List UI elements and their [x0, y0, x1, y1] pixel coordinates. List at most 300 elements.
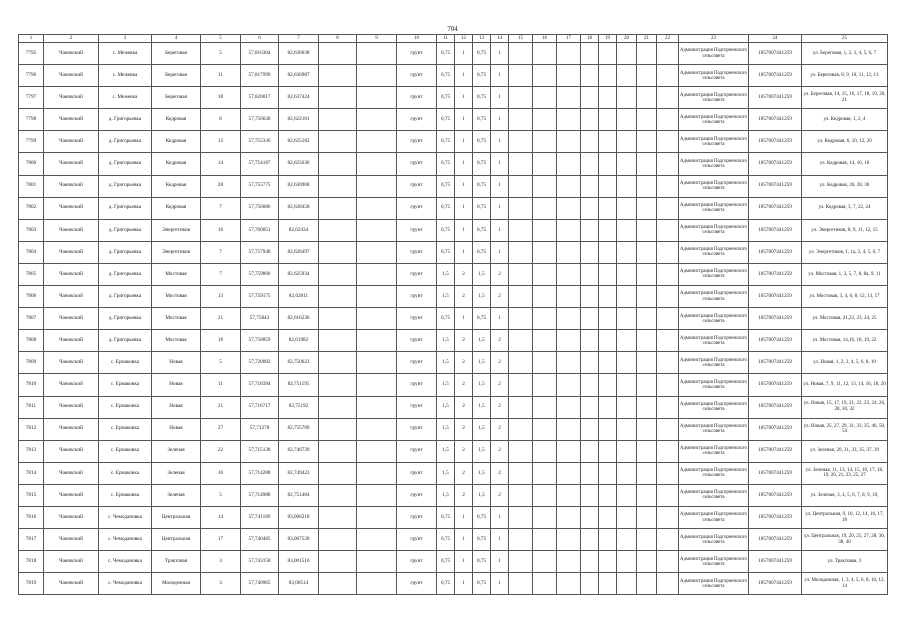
column-header: 17 [557, 35, 581, 43]
table-cell [357, 462, 397, 484]
table-cell: Администрация Подгорненского сельсовета [679, 396, 749, 418]
table-cell: 0,75 [437, 308, 455, 330]
table-cell [617, 263, 637, 285]
column-header: 13 [473, 35, 491, 43]
table-cell [657, 484, 679, 506]
table-cell: 5 [201, 352, 241, 374]
table-cell: 57,756086 [241, 197, 279, 219]
table-cell: 82,637424 [279, 87, 319, 109]
table-cell [637, 175, 657, 197]
table-cell: 2 [491, 484, 509, 506]
table-cell [581, 153, 599, 175]
table-cell: 1057007441259 [749, 484, 802, 506]
table-cell [319, 263, 357, 285]
table-row [19, 131, 888, 153]
table-cell: 82,751195 [279, 374, 319, 396]
table-cell [637, 573, 657, 595]
table-cell: 7799 [19, 131, 44, 153]
table-cell [533, 352, 557, 374]
table-cell: ул. Кедровая, 26, 28, 30 [802, 175, 888, 197]
table-cell: Чановский [44, 65, 99, 87]
table-cell: 0,75 [473, 506, 491, 528]
table-cell: Кедровая [152, 175, 201, 197]
table-cell: 1 [455, 197, 473, 219]
table-cell [581, 175, 599, 197]
table-cell [533, 65, 557, 87]
table-cell: грунт [397, 263, 437, 285]
table-cell [509, 219, 533, 241]
table-cell [617, 330, 637, 352]
table-cell: 14 [201, 153, 241, 175]
table-cell [599, 462, 617, 484]
column-header: 1 [19, 35, 44, 43]
table-cell [357, 263, 397, 285]
table-cell: 0,75 [473, 529, 491, 551]
table-cell: 57,714988 [241, 484, 279, 506]
table-cell: 82,625636 [279, 153, 319, 175]
table-cell: 1,5 [473, 440, 491, 462]
table-cell: 1057007441259 [749, 352, 802, 374]
table-cell: 7796 [19, 65, 44, 87]
table-cell [557, 529, 581, 551]
table-cell: 1057007441259 [749, 308, 802, 330]
table-cell: 1 [455, 87, 473, 109]
table-cell [657, 396, 679, 418]
table-cell [509, 175, 533, 197]
table-cell [319, 462, 357, 484]
table-cell: 21 [201, 396, 241, 418]
table-cell: грунт [397, 551, 437, 573]
table-cell: 2 [455, 396, 473, 418]
table-cell: 2 [491, 263, 509, 285]
table-cell [599, 263, 617, 285]
table-cell: Чановский [44, 330, 99, 352]
table-cell: 57,718394 [241, 374, 279, 396]
table-cell [319, 374, 357, 396]
table-cell: 57,760051 [241, 219, 279, 241]
table-cell: Чановский [44, 153, 99, 175]
table-cell [557, 219, 581, 241]
table-cell: 0,75 [437, 219, 455, 241]
table-cell [657, 175, 679, 197]
table-cell: Чановский [44, 462, 99, 484]
table-cell: 13 [201, 286, 241, 308]
table-cell: 1 [491, 197, 509, 219]
table-cell [357, 219, 397, 241]
table-cell [581, 263, 599, 285]
table-cell [657, 529, 679, 551]
table-cell [599, 396, 617, 418]
table-cell [617, 241, 637, 263]
table-cell [357, 573, 397, 595]
table-cell [599, 551, 617, 573]
table-cell [581, 396, 599, 418]
table-cell [509, 374, 533, 396]
table-cell [657, 263, 679, 285]
table-row [19, 396, 888, 418]
table-cell: Трактовая [152, 551, 201, 573]
table-cell: 8 [201, 109, 241, 131]
table-cell [599, 43, 617, 65]
table-cell: 57,820017 [241, 87, 279, 109]
table-cell: 7814 [19, 462, 44, 484]
table-cell: 1057007441259 [749, 131, 802, 153]
table-cell [637, 330, 657, 352]
table-cell: 7803 [19, 219, 44, 241]
table-cell: 0,75 [437, 197, 455, 219]
table-cell: 82,751484 [279, 484, 319, 506]
table-cell [509, 484, 533, 506]
table-cell: 1,5 [437, 286, 455, 308]
table-cell: Чановский [44, 551, 99, 573]
table-cell [509, 529, 533, 551]
table-cell: 0,75 [473, 109, 491, 131]
table-cell [509, 352, 533, 374]
table-cell: 12 [201, 131, 241, 153]
table-cell: 5 [201, 43, 241, 65]
table-cell [581, 131, 599, 153]
table-cell [509, 153, 533, 175]
table-cell [599, 352, 617, 374]
table-cell: 1,5 [473, 330, 491, 352]
table-cell: Чановский [44, 352, 99, 374]
table-cell [319, 352, 357, 374]
table-cell: 82,62811 [279, 286, 319, 308]
table-cell: Администрация Подгорненского сельсовета [679, 440, 749, 462]
table-cell: 1 [491, 529, 509, 551]
table-cell: с. Чемодановка [99, 551, 152, 573]
table-cell: 7797 [19, 87, 44, 109]
table-cell [319, 131, 357, 153]
table-cell [637, 241, 657, 263]
table-cell: Администрация Подгорненского сельсовета [679, 529, 749, 551]
table-cell: Чановский [44, 263, 99, 285]
data-table [18, 34, 888, 595]
table-cell: 1057007441259 [749, 175, 802, 197]
table-cell: 0,75 [437, 43, 455, 65]
table-cell [557, 43, 581, 65]
table-cell: 83,007528 [279, 529, 319, 551]
table-cell [557, 462, 581, 484]
table-cell: Центральная [152, 506, 201, 528]
table-cell: 2 [455, 440, 473, 462]
table-cell: 1057007441259 [749, 506, 802, 528]
column-header: 20 [617, 35, 637, 43]
table-cell: 16 [201, 462, 241, 484]
table-cell: ул. Новая, 15, 17, 19, 21, 22, 23, 24, 26, 28, 30, 32 [802, 396, 888, 418]
table-cell: грунт [397, 241, 437, 263]
column-header: 9 [357, 35, 397, 43]
table-cell: Администрация Подгорненского сельсовета [679, 374, 749, 396]
table-row [19, 153, 888, 175]
table-row [19, 175, 888, 197]
table-cell: д. Григорьевка [99, 241, 152, 263]
table-cell [557, 263, 581, 285]
table-cell [557, 506, 581, 528]
table-cell [557, 352, 581, 374]
table-cell: с. Чемодановка [99, 506, 152, 528]
table-row [19, 109, 888, 131]
table-cell [599, 286, 617, 308]
table-cell: Кедровая [152, 131, 201, 153]
table-cell: 83,006218 [279, 506, 319, 528]
table-cell: 0,75 [437, 153, 455, 175]
table-row [19, 219, 888, 241]
column-header: 18 [581, 35, 599, 43]
table-cell [357, 65, 397, 87]
table-cell [599, 131, 617, 153]
table-cell: Администрация Подгорненского сельсовета [679, 197, 749, 219]
table-cell [657, 153, 679, 175]
table-row [19, 352, 888, 374]
column-header: 3 [99, 35, 152, 43]
table-cell: 57,743158 [241, 551, 279, 573]
table-cell [657, 65, 679, 87]
table-cell: 82,749422 [279, 462, 319, 484]
table-cell: 7813 [19, 440, 44, 462]
table-cell [581, 87, 599, 109]
table-cell: с. Чемодановка [99, 529, 152, 551]
table-cell [599, 330, 617, 352]
table-cell: Новая [152, 396, 201, 418]
table-cell [319, 109, 357, 131]
table-cell: грунт [397, 374, 437, 396]
table-cell [581, 418, 599, 440]
table-cell [319, 551, 357, 573]
table-cell: Администрация Подгорненского сельсовета [679, 43, 749, 65]
table-cell: грунт [397, 109, 437, 131]
table-cell [617, 440, 637, 462]
table-cell [637, 374, 657, 396]
table-cell [637, 87, 657, 109]
table-cell: грунт [397, 330, 437, 352]
table-cell: ул. Энергетиков, 1, 1а, 2, 4, 5, 6, 7 [802, 241, 888, 263]
table-cell: 1057007441259 [749, 43, 802, 65]
table-cell: 1 [491, 109, 509, 131]
table-cell: д. Григорьевка [99, 175, 152, 197]
table-cell: 82,616236 [279, 308, 319, 330]
table-cell: д. Григорьевка [99, 263, 152, 285]
table-cell [599, 241, 617, 263]
table-cell [533, 396, 557, 418]
table-cell: 1,5 [437, 418, 455, 440]
table-cell: Энергетиков [152, 241, 201, 263]
table-cell [581, 330, 599, 352]
table-cell: Мостовая [152, 286, 201, 308]
table-cell: 2 [491, 352, 509, 374]
table-cell: 7798 [19, 109, 44, 131]
table-cell: грунт [397, 219, 437, 241]
table-cell: 1 [491, 43, 509, 65]
table-cell [509, 65, 533, 87]
table-cell [357, 352, 397, 374]
table-cell: с. Межевка [99, 43, 152, 65]
table-cell: 1057007441259 [749, 330, 802, 352]
table-cell [617, 551, 637, 573]
table-cell: 1,5 [437, 484, 455, 506]
table-cell: 57,71278 [241, 418, 279, 440]
table-row [19, 418, 888, 440]
table-cell [509, 109, 533, 131]
table-cell: Чановский [44, 573, 99, 595]
table-cell: 82,625934 [279, 263, 319, 285]
table-cell [599, 573, 617, 595]
table-cell [657, 131, 679, 153]
table-cell: 57,714288 [241, 462, 279, 484]
table-cell [319, 396, 357, 418]
table-cell [319, 573, 357, 595]
table-cell [581, 286, 599, 308]
table-cell: 57,757948 [241, 241, 279, 263]
table-cell [617, 529, 637, 551]
table-cell: грунт [397, 396, 437, 418]
table-cell: 1 [491, 175, 509, 197]
table-cell: Береговая [152, 65, 201, 87]
table-cell: 1057007441259 [749, 573, 802, 595]
table-cell: с. Чемодановка [99, 573, 152, 595]
table-cell: 1 [455, 573, 473, 595]
table-cell [319, 529, 357, 551]
table-cell: Зеленая [152, 484, 201, 506]
table-cell: 0,75 [473, 551, 491, 573]
table-cell: 1 [455, 506, 473, 528]
table-cell [357, 131, 397, 153]
table-cell: 57,741189 [241, 506, 279, 528]
table-cell [657, 440, 679, 462]
table-cell: Кедровая [152, 109, 201, 131]
table-cell: 11 [201, 65, 241, 87]
table-cell [617, 506, 637, 528]
table-header-row [19, 35, 888, 43]
table-cell [617, 418, 637, 440]
table-cell: 18 [201, 87, 241, 109]
table-cell: 57,755775 [241, 175, 279, 197]
table-cell [657, 87, 679, 109]
table-cell [319, 153, 357, 175]
table-cell: Чановский [44, 418, 99, 440]
table-cell [581, 440, 599, 462]
table-cell: 1,5 [473, 418, 491, 440]
table-cell: 82,755789 [279, 418, 319, 440]
table-cell: 1057007441259 [749, 551, 802, 573]
table-cell [557, 374, 581, 396]
table-cell: д. Григорьевка [99, 286, 152, 308]
table-cell: 1057007441259 [749, 109, 802, 131]
table-cell: Чановский [44, 484, 99, 506]
table-cell: Администрация Подгорненского сельсовета [679, 153, 749, 175]
table-cell [617, 286, 637, 308]
table-cell: 0,75 [473, 573, 491, 595]
table-cell: 7802 [19, 197, 44, 219]
table-cell [657, 286, 679, 308]
table-cell: 1 [455, 65, 473, 87]
table-cell: 2 [491, 440, 509, 462]
table-cell [557, 286, 581, 308]
table-cell: ул. Мостовая, 14,16, 18, 19, 22 [802, 330, 888, 352]
table-cell [557, 330, 581, 352]
table-cell: 1 [491, 241, 509, 263]
table-cell [533, 551, 557, 573]
table-cell: 7811 [19, 396, 44, 418]
table-cell: 27 [201, 418, 241, 440]
table-cell [557, 308, 581, 330]
table-cell: 1057007441259 [749, 440, 802, 462]
table-cell [509, 131, 533, 153]
table-cell: с. Ермаковка [99, 462, 152, 484]
table-cell [581, 484, 599, 506]
table-cell: 0,75 [437, 87, 455, 109]
table-cell: 57,759866 [241, 263, 279, 285]
column-header: 16 [533, 35, 557, 43]
table-cell: 82,61982 [279, 330, 319, 352]
table-cell: с. Ермаковка [99, 374, 152, 396]
table-cell: ул. Центральная, 19, 20, 25, 27, 28, 30, 38, 40 [802, 529, 888, 551]
table-cell: 57,716717 [241, 396, 279, 418]
table-cell: 0,75 [473, 43, 491, 65]
table-cell: 1,5 [473, 462, 491, 484]
table-cell: 1 [491, 65, 509, 87]
table-row [19, 440, 888, 462]
table-cell: Администрация Подгорненского сельсовета [679, 308, 749, 330]
table-cell [533, 418, 557, 440]
table-cell: 1 [455, 219, 473, 241]
table-cell: ул. Береговая, 1, 2, 3, 4, 5, 6, 7 [802, 43, 888, 65]
table-cell: 0,75 [473, 241, 491, 263]
table-cell: 1 [455, 153, 473, 175]
table-row [19, 241, 888, 263]
column-header: 23 [679, 35, 749, 43]
table-cell: ул. Зеленая, 20, 31, 33, 35, 37, 39 [802, 440, 888, 462]
table-cell: 0,75 [437, 65, 455, 87]
table-cell [637, 131, 657, 153]
table-cell: Чановский [44, 87, 99, 109]
column-header: 24 [749, 35, 802, 43]
table-cell [357, 153, 397, 175]
table-cell [657, 109, 679, 131]
table-cell: грунт [397, 352, 437, 374]
table-cell: 2 [455, 286, 473, 308]
table-cell: 83,00514 [279, 573, 319, 595]
table-cell [319, 308, 357, 330]
table-cell [599, 440, 617, 462]
table-cell [319, 219, 357, 241]
table-cell: 1,5 [437, 396, 455, 418]
table-cell: 57,740965 [241, 573, 279, 595]
table-cell: 2 [491, 286, 509, 308]
table-cell: 1,5 [437, 440, 455, 462]
table-cell [557, 87, 581, 109]
table-cell: Администрация Подгорненского сельсовета [679, 462, 749, 484]
table-cell: 1057007441259 [749, 462, 802, 484]
table-cell: 57,756630 [241, 109, 279, 131]
table-cell: 0,75 [473, 219, 491, 241]
table-cell [637, 352, 657, 374]
table-cell [637, 440, 657, 462]
table-cell: 2 [455, 484, 473, 506]
table-cell [509, 462, 533, 484]
table-cell: 7805 [19, 263, 44, 285]
table-cell [637, 506, 657, 528]
table-cell [637, 396, 657, 418]
table-cell: д. Григорьевка [99, 330, 152, 352]
table-cell: ул. Береговая, 8, 9, 10, 11, 12, 13 [802, 65, 888, 87]
table-cell [599, 219, 617, 241]
table-cell: Чановский [44, 241, 99, 263]
table-cell: 2 [491, 418, 509, 440]
table-cell: 0,75 [473, 197, 491, 219]
table-cell [533, 286, 557, 308]
table-cell [637, 462, 657, 484]
